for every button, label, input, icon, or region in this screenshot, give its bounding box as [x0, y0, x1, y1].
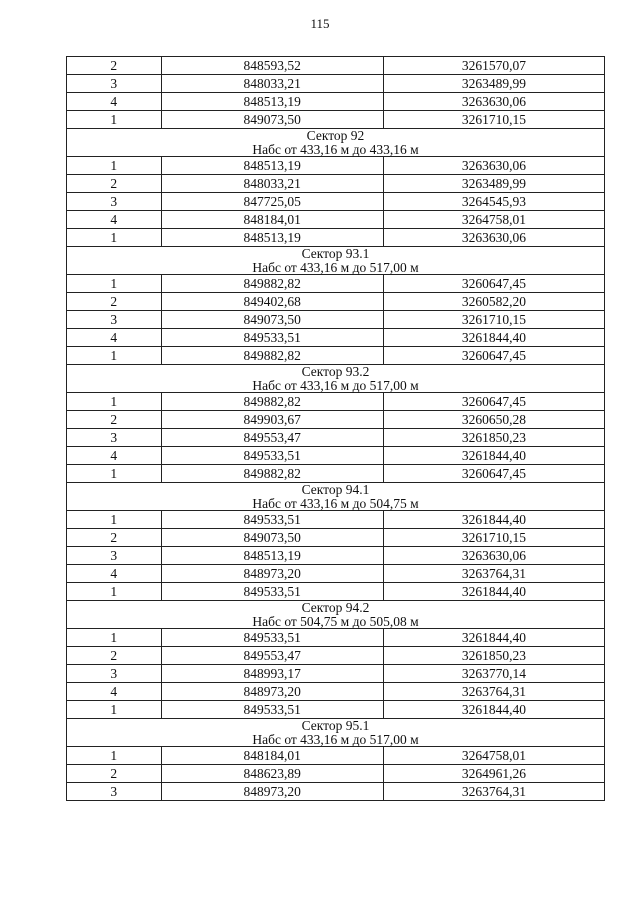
point-number-cell: 3 — [67, 665, 162, 683]
point-number-cell: 1 — [67, 701, 162, 719]
sector-title: Сектор 92 — [306, 128, 365, 143]
x-coordinate-cell: 848623,89 — [161, 765, 383, 783]
x-coordinate-cell: 848033,21 — [161, 75, 383, 93]
sector-header-row — [67, 365, 605, 393]
table-row — [67, 75, 605, 93]
y-coordinate-cell: 3261844,40 — [383, 511, 604, 529]
point-number-cell: 1 — [67, 511, 162, 529]
y-coordinate-cell: 3261844,40 — [383, 629, 604, 647]
x-coordinate-cell: 848973,20 — [161, 565, 383, 583]
table-row — [67, 465, 605, 483]
x-coordinate-cell: 848973,20 — [161, 683, 383, 701]
x-coordinate-cell: 849553,47 — [161, 647, 383, 665]
sector-elevation-range: Набс от 433,16 м до 433,16 м — [252, 141, 419, 157]
sector-header-row — [67, 601, 605, 629]
table-row — [67, 157, 605, 175]
table-row — [67, 329, 605, 347]
x-coordinate-cell: 848513,19 — [161, 229, 383, 247]
table-row — [67, 175, 605, 193]
table-row — [67, 701, 605, 719]
point-number-cell: 4 — [67, 565, 162, 583]
x-coordinate-cell: 849402,68 — [161, 293, 383, 311]
table-row — [67, 347, 605, 365]
sector-elevation-range: Набс от 504,75 м до 505,08 м — [252, 613, 419, 629]
x-coordinate-cell: 849533,51 — [161, 329, 383, 347]
sector-header — [67, 129, 605, 157]
table-row — [67, 411, 605, 429]
y-coordinate-cell: 3263764,31 — [383, 783, 604, 801]
point-number-cell: 3 — [67, 193, 162, 211]
x-coordinate-cell: 849073,50 — [161, 111, 383, 129]
y-coordinate-cell: 3260647,45 — [383, 393, 604, 411]
y-coordinate-cell: 3261850,23 — [383, 429, 604, 447]
point-number-cell: 3 — [67, 783, 162, 801]
x-coordinate-cell: 848513,19 — [161, 547, 383, 565]
page-number: 115 — [310, 16, 330, 31]
y-coordinate-cell: 3261850,23 — [383, 647, 604, 665]
point-number-cell: 4 — [67, 329, 162, 347]
sector-title: Сектор 95.1 — [301, 718, 370, 733]
x-coordinate-cell: 849533,51 — [161, 511, 383, 529]
sector-header-row — [67, 719, 605, 747]
sector-header — [67, 247, 605, 275]
point-number-cell: 2 — [67, 293, 162, 311]
y-coordinate-cell: 3263630,06 — [383, 93, 604, 111]
table-row — [67, 211, 605, 229]
point-number-cell: 2 — [67, 529, 162, 547]
sector-header-row — [67, 247, 605, 275]
sector-title: Сектор 94.2 — [301, 600, 370, 615]
x-coordinate-cell: 849533,51 — [161, 583, 383, 601]
y-coordinate-cell: 3261844,40 — [383, 583, 604, 601]
y-coordinate-cell: 3263489,99 — [383, 175, 604, 193]
sector-header — [67, 483, 605, 511]
x-coordinate-cell: 848184,01 — [161, 211, 383, 229]
sector-header-row — [67, 129, 605, 157]
table-row — [67, 783, 605, 801]
x-coordinate-cell: 848513,19 — [161, 157, 383, 175]
y-coordinate-cell: 3263764,31 — [383, 565, 604, 583]
point-number-cell: 1 — [67, 747, 162, 765]
y-coordinate-cell: 3261844,40 — [383, 447, 604, 465]
y-coordinate-cell: 3264758,01 — [383, 211, 604, 229]
x-coordinate-cell: 849882,82 — [161, 347, 383, 365]
point-number-cell: 2 — [67, 175, 162, 193]
table-row — [67, 511, 605, 529]
y-coordinate-cell: 3264758,01 — [383, 747, 604, 765]
y-coordinate-cell: 3264545,93 — [383, 193, 604, 211]
y-coordinate-cell: 3263630,06 — [383, 229, 604, 247]
point-number-cell: 2 — [67, 411, 162, 429]
point-number-cell: 1 — [67, 465, 162, 483]
x-coordinate-cell: 849533,51 — [161, 447, 383, 465]
sector-title: Сектор 94.1 — [301, 482, 370, 497]
table-row — [67, 275, 605, 293]
x-coordinate-cell: 847725,05 — [161, 193, 383, 211]
y-coordinate-cell: 3260582,20 — [383, 293, 604, 311]
x-coordinate-cell: 848993,17 — [161, 665, 383, 683]
x-coordinate-cell: 849073,50 — [161, 311, 383, 329]
y-coordinate-cell: 3260647,45 — [383, 347, 604, 365]
point-number-cell: 1 — [67, 157, 162, 175]
table-row — [67, 393, 605, 411]
y-coordinate-cell: 3263764,31 — [383, 683, 604, 701]
table-row — [67, 529, 605, 547]
sector-header — [67, 601, 605, 629]
y-coordinate-cell: 3260650,28 — [383, 411, 604, 429]
table-row — [67, 311, 605, 329]
x-coordinate-cell: 849553,47 — [161, 429, 383, 447]
table-row — [67, 447, 605, 465]
table-row — [67, 429, 605, 447]
y-coordinate-cell: 3263489,99 — [383, 75, 604, 93]
point-number-cell: 2 — [67, 765, 162, 783]
point-number-cell: 4 — [67, 93, 162, 111]
point-number-cell: 1 — [67, 229, 162, 247]
sector-header — [67, 365, 605, 393]
x-coordinate-cell: 849903,67 — [161, 411, 383, 429]
sector-header-row — [67, 483, 605, 511]
table-row — [67, 57, 605, 75]
x-coordinate-cell: 849073,50 — [161, 529, 383, 547]
sector-title: Сектор 93.2 — [301, 364, 370, 379]
table-row — [67, 647, 605, 665]
y-coordinate-cell: 3260647,45 — [383, 275, 604, 293]
table-row — [67, 683, 605, 701]
y-coordinate-cell: 3261844,40 — [383, 701, 604, 719]
table-row — [67, 629, 605, 647]
y-coordinate-cell: 3260647,45 — [383, 465, 604, 483]
point-number-cell: 3 — [67, 547, 162, 565]
table-row — [67, 547, 605, 565]
table-row — [67, 747, 605, 765]
point-number-cell: 4 — [67, 211, 162, 229]
point-number-cell: 1 — [67, 347, 162, 365]
point-number-cell: 1 — [67, 583, 162, 601]
x-coordinate-cell: 849882,82 — [161, 393, 383, 411]
y-coordinate-cell: 3261570,07 — [383, 57, 604, 75]
table-row — [67, 193, 605, 211]
x-coordinate-cell: 848033,21 — [161, 175, 383, 193]
x-coordinate-cell: 848973,20 — [161, 783, 383, 801]
table-row — [67, 293, 605, 311]
sector-elevation-range: Набс от 433,16 м до 517,00 м — [252, 259, 419, 275]
table-row — [67, 229, 605, 247]
table-row — [67, 111, 605, 129]
point-number-cell: 1 — [67, 629, 162, 647]
point-number-cell: 4 — [67, 447, 162, 465]
table-row — [67, 665, 605, 683]
x-coordinate-cell: 849882,82 — [161, 275, 383, 293]
point-number-cell: 4 — [67, 683, 162, 701]
point-number-cell: 3 — [67, 75, 162, 93]
y-coordinate-cell: 3261844,40 — [383, 329, 604, 347]
y-coordinate-cell: 3263630,06 — [383, 547, 604, 565]
point-number-cell: 2 — [67, 647, 162, 665]
x-coordinate-cell: 848593,52 — [161, 57, 383, 75]
point-number-cell: 3 — [67, 429, 162, 447]
coordinates-table-body — [67, 57, 605, 801]
x-coordinate-cell: 849533,51 — [161, 629, 383, 647]
point-number-cell: 2 — [67, 57, 162, 75]
sector-title: Сектор 93.1 — [301, 246, 370, 261]
sector-header — [67, 719, 605, 747]
sector-elevation-range: Набс от 433,16 м до 517,00 м — [252, 731, 419, 747]
y-coordinate-cell: 3261710,15 — [383, 111, 604, 129]
x-coordinate-cell: 848184,01 — [161, 747, 383, 765]
x-coordinate-cell: 849533,51 — [161, 701, 383, 719]
point-number-cell: 1 — [67, 393, 162, 411]
x-coordinate-cell: 848513,19 — [161, 93, 383, 111]
coordinates-table — [66, 56, 605, 801]
x-coordinate-cell: 849882,82 — [161, 465, 383, 483]
table-row — [67, 93, 605, 111]
y-coordinate-cell: 3261710,15 — [383, 529, 604, 547]
y-coordinate-cell: 3264961,26 — [383, 765, 604, 783]
y-coordinate-cell: 3263770,14 — [383, 665, 604, 683]
table-row — [67, 583, 605, 601]
sector-elevation-range: Набс от 433,16 м до 504,75 м — [252, 495, 419, 511]
point-number-cell: 3 — [67, 311, 162, 329]
y-coordinate-cell: 3261710,15 — [383, 311, 604, 329]
sector-elevation-range: Набс от 433,16 м до 517,00 м — [252, 377, 419, 393]
point-number-cell: 1 — [67, 275, 162, 293]
point-number-cell: 1 — [67, 111, 162, 129]
table-row — [67, 765, 605, 783]
y-coordinate-cell: 3263630,06 — [383, 157, 604, 175]
table-row — [67, 565, 605, 583]
